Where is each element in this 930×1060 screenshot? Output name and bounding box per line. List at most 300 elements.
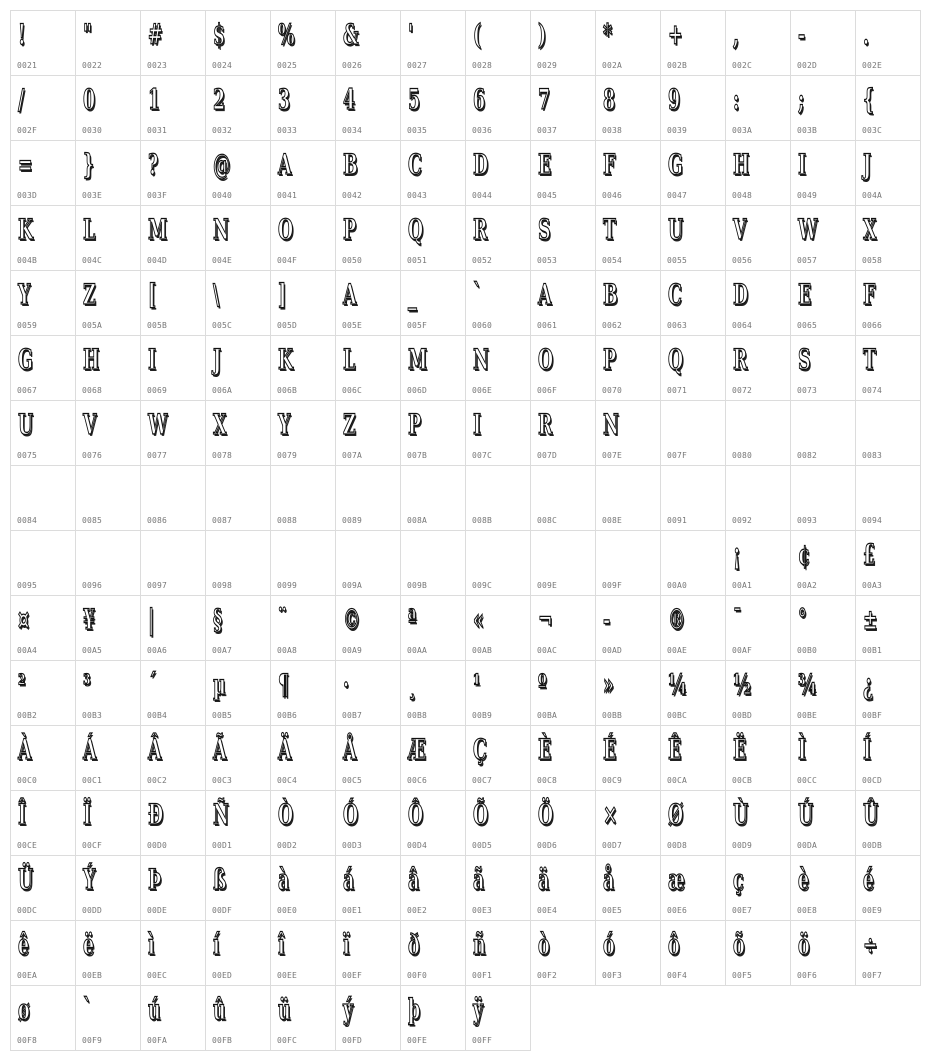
glyph-cell [595, 855, 661, 921]
glyph-cell [270, 595, 336, 661]
glyph-cell [855, 660, 921, 726]
glyph-cell [205, 75, 271, 141]
glyph-cell [790, 465, 856, 531]
glyph-preview: ï [343, 928, 350, 961]
glyph-preview: C [408, 148, 422, 181]
glyph-cell [725, 270, 791, 336]
glyph-codepoint-label: 00EA [17, 971, 38, 980]
glyph-codepoint-label: 00D9 [732, 841, 753, 850]
glyph-preview: S [798, 343, 811, 376]
glyph-preview: è [798, 863, 810, 896]
glyph-codepoint-label: 0067 [17, 386, 38, 395]
glyph-preview: £ [863, 538, 876, 571]
glyph-preview: Ù [733, 798, 749, 831]
glyph-codepoint-label: 00C2 [147, 776, 168, 785]
glyph-preview: â [408, 863, 420, 896]
glyph-preview: ê [18, 928, 30, 961]
glyph-cell [205, 400, 271, 466]
glyph-codepoint-label: 009E [537, 581, 558, 590]
glyph-preview: ñ [473, 928, 486, 961]
glyph-preview: Ø [668, 798, 684, 831]
glyph-cell [10, 10, 76, 76]
glyph-preview: á [343, 863, 355, 896]
glyph-cell [530, 140, 596, 206]
glyph-codepoint-label: 00A7 [212, 646, 233, 655]
glyph-cell [205, 10, 271, 76]
glyph-preview: © [343, 603, 361, 636]
glyph-cell [855, 205, 921, 271]
glyph-cell [465, 205, 531, 271]
glyph-cell [400, 140, 466, 206]
glyph-preview: Y [18, 278, 31, 311]
glyph-preview: 7 [538, 83, 551, 116]
glyph-cell [725, 140, 791, 206]
glyph-cell [465, 725, 531, 791]
glyph-preview: K [18, 213, 34, 246]
glyph-preview: ´ [148, 668, 157, 701]
glyph-cell [465, 660, 531, 726]
glyph-codepoint-label: 00CE [17, 841, 38, 850]
glyph-cell [75, 335, 141, 401]
glyph-preview: û [213, 993, 226, 1026]
glyph-codepoint-label: 0089 [342, 516, 363, 525]
glyph-codepoint-label: 00F8 [17, 1036, 38, 1045]
glyph-cell [75, 985, 141, 1051]
glyph-codepoint-label: 00C7 [472, 776, 493, 785]
glyph-cell [530, 920, 596, 986]
glyph-cell [400, 270, 466, 336]
glyph-cell [270, 140, 336, 206]
glyph-codepoint-label: 004D [147, 256, 168, 265]
glyph-codepoint-label: 006F [537, 386, 558, 395]
glyph-preview: È [538, 733, 552, 766]
glyph-codepoint-label: 0097 [147, 581, 168, 590]
glyph-codepoint-label: 007E [602, 451, 623, 460]
glyph-codepoint-label: 0096 [82, 581, 103, 590]
glyph-cell [855, 530, 921, 596]
glyph-cell [790, 205, 856, 271]
glyph-codepoint-label: 00A6 [147, 646, 168, 655]
glyph-codepoint-label: 00EE [277, 971, 298, 980]
glyph-cell [10, 725, 76, 791]
glyph-cell [10, 270, 76, 336]
glyph-cell [205, 335, 271, 401]
glyph-cell [335, 335, 401, 401]
glyph-cell [140, 855, 206, 921]
glyph-preview: î [278, 928, 285, 961]
glyph-cell [140, 920, 206, 986]
glyph-cell [335, 10, 401, 76]
glyph-preview: , [733, 18, 740, 51]
glyph-codepoint-label: 00D2 [277, 841, 298, 850]
glyph-cell [530, 855, 596, 921]
glyph-preview: À [18, 733, 32, 766]
glyph-preview: I [148, 343, 157, 376]
glyph-codepoint-label: 0093 [797, 516, 818, 525]
glyph-cell [660, 400, 726, 466]
glyph-preview: ¾ [798, 668, 817, 701]
glyph-codepoint-label: 00FB [212, 1036, 233, 1045]
glyph-codepoint-label: 00F3 [602, 971, 623, 980]
glyph-cell [270, 270, 336, 336]
glyph-preview: @ [213, 148, 231, 181]
glyph-cell [10, 530, 76, 596]
glyph-codepoint-label: 0077 [147, 451, 168, 460]
glyph-cell [75, 595, 141, 661]
glyph-preview: ¶ [278, 668, 290, 701]
glyph-cell [660, 75, 726, 141]
glyph-codepoint-label: 00A5 [82, 646, 103, 655]
glyph-codepoint-label: 0075 [17, 451, 38, 460]
glyph-codepoint-label: 003A [732, 126, 753, 135]
glyph-preview: ` [83, 993, 92, 1026]
glyph-codepoint-label: 0082 [797, 451, 818, 460]
glyph-cell [790, 855, 856, 921]
glyph-cell [465, 140, 531, 206]
glyph-cell [335, 660, 401, 726]
glyph-codepoint-label: 0027 [407, 61, 428, 70]
glyph-cell [75, 140, 141, 206]
glyph-codepoint-label: 00DA [797, 841, 818, 850]
glyph-cell [140, 270, 206, 336]
glyph-codepoint-label: 004B [17, 256, 38, 265]
glyph-cell [725, 465, 791, 531]
glyph-preview: ü [278, 993, 291, 1026]
glyph-codepoint-label: 0058 [862, 256, 883, 265]
glyph-codepoint-label: 0069 [147, 386, 168, 395]
glyph-preview: B [343, 148, 358, 181]
glyph-codepoint-label: 00DD [82, 906, 103, 915]
glyph-cell [75, 725, 141, 791]
glyph-preview: ° [798, 603, 807, 636]
glyph-preview: 6 [473, 83, 486, 116]
glyph-preview: H [83, 343, 100, 376]
glyph-preview: # [148, 18, 163, 51]
glyph-cell [400, 595, 466, 661]
glyph-cell [10, 465, 76, 531]
glyph-codepoint-label: 00DE [147, 906, 168, 915]
glyph-codepoint-label: 0049 [797, 191, 818, 200]
glyph-codepoint-label: 00F7 [862, 971, 883, 980]
glyph-cell [335, 270, 401, 336]
glyph-codepoint-label: 00A3 [862, 581, 883, 590]
glyph-codepoint-label: 00B4 [147, 711, 168, 720]
glyph-codepoint-label: 00B2 [17, 711, 38, 720]
glyph-codepoint-label: 00D7 [602, 841, 623, 850]
glyph-codepoint-label: 00D5 [472, 841, 493, 850]
glyph-preview: ô [668, 928, 680, 961]
glyph-cell [205, 790, 271, 856]
glyph-cell [75, 205, 141, 271]
glyph-preview: ö [798, 928, 810, 961]
glyph-codepoint-label: 004F [277, 256, 298, 265]
glyph-codepoint-label: 006D [407, 386, 428, 395]
glyph-codepoint-label: 0048 [732, 191, 753, 200]
glyph-codepoint-label: 00F6 [797, 971, 818, 980]
glyph-codepoint-label: 005D [277, 321, 298, 330]
glyph-preview: Ê [668, 733, 682, 766]
glyph-preview: Q [668, 343, 684, 376]
glyph-preview: ] [278, 278, 287, 311]
glyph-codepoint-label: 0059 [17, 321, 38, 330]
glyph-preview: Î [18, 798, 27, 831]
glyph-codepoint-label: 0095 [17, 581, 38, 590]
glyph-preview: ç [733, 863, 744, 896]
glyph-preview: Ç [473, 733, 487, 766]
glyph-preview: « [473, 603, 484, 636]
glyph-codepoint-label: 005A [82, 321, 103, 330]
glyph-codepoint-label: 00C8 [537, 776, 558, 785]
glyph-preview: ¡ [733, 538, 741, 571]
glyph-preview: Ô [408, 798, 424, 831]
glyph-codepoint-label: 00BC [667, 711, 688, 720]
glyph-preview: à [278, 863, 290, 896]
glyph-codepoint-label: 007B [407, 451, 428, 460]
glyph-preview: H [733, 148, 750, 181]
glyph-preview: } [83, 148, 95, 181]
glyph-preview: & [343, 18, 359, 51]
glyph-preview: ß [213, 863, 227, 896]
glyph-preview: Í [863, 733, 872, 766]
glyph-codepoint-label: 00D6 [537, 841, 558, 850]
glyph-codepoint-label: 0051 [407, 256, 428, 265]
glyph-codepoint-label: 0041 [277, 191, 298, 200]
glyph-preview: õ [733, 928, 745, 961]
glyph-codepoint-label: 00C9 [602, 776, 623, 785]
glyph-codepoint-label: 00AD [602, 646, 623, 655]
glyph-codepoint-label: 00DC [17, 906, 38, 915]
glyph-codepoint-label: 00CC [797, 776, 818, 785]
glyph-cell [595, 270, 661, 336]
glyph-cell [335, 465, 401, 531]
glyph-cell [270, 10, 336, 76]
glyph-preview: F [603, 148, 616, 181]
glyph-cell [660, 205, 726, 271]
glyph-preview: 4 [343, 83, 356, 116]
glyph-codepoint-label: 00DB [862, 841, 883, 850]
glyph-codepoint-label: 0099 [277, 581, 298, 590]
glyph-codepoint-label: 009A [342, 581, 363, 590]
glyph-cell [465, 465, 531, 531]
glyph-preview: » [603, 668, 614, 701]
glyph-codepoint-label: 0079 [277, 451, 298, 460]
glyph-codepoint-label: 0040 [212, 191, 233, 200]
glyph-cell [75, 400, 141, 466]
glyph-preview: U [668, 213, 684, 246]
glyph-codepoint-label: 0053 [537, 256, 558, 265]
glyph-cell [10, 75, 76, 141]
glyph-codepoint-label: 00ED [212, 971, 233, 980]
glyph-preview: ¥ [83, 603, 96, 636]
glyph-cell [725, 75, 791, 141]
glyph-codepoint-label: 00AB [472, 646, 493, 655]
glyph-preview: ä [538, 863, 550, 896]
glyph-cell [660, 335, 726, 401]
glyph-codepoint-label: 0021 [17, 61, 38, 70]
glyph-cell [595, 790, 661, 856]
glyph-cell [465, 595, 531, 661]
glyph-cell [465, 920, 531, 986]
glyph-cell [10, 140, 76, 206]
glyph-cell [465, 985, 531, 1051]
glyph-preview: " [83, 18, 93, 51]
glyph-cell [270, 465, 336, 531]
glyph-cell [660, 270, 726, 336]
glyph-cell [530, 595, 596, 661]
glyph-cell [205, 205, 271, 271]
glyph-cell [595, 465, 661, 531]
glyph-preview: I [473, 408, 482, 441]
glyph-codepoint-label: 00B6 [277, 711, 298, 720]
glyph-preview: ± [863, 603, 878, 636]
glyph-codepoint-label: 00B8 [407, 711, 428, 720]
glyph-preview: O [538, 343, 554, 376]
glyph-codepoint-label: 006B [277, 386, 298, 395]
glyph-cell [725, 400, 791, 466]
glyph-codepoint-label: 0057 [797, 256, 818, 265]
glyph-codepoint-label: 00E8 [797, 906, 818, 915]
glyph-cell [270, 660, 336, 726]
glyph-preview: 1 [148, 83, 161, 116]
glyph-codepoint-label: 00AC [537, 646, 558, 655]
glyph-preview: Ü [18, 863, 34, 896]
glyph-codepoint-label: 00E6 [667, 906, 688, 915]
glyph-cell [400, 465, 466, 531]
glyph-preview: ð [408, 928, 420, 961]
glyph-cell [140, 530, 206, 596]
glyph-preview: § [213, 603, 223, 636]
glyph-preview: . [863, 18, 870, 51]
glyph-preview: ) [538, 18, 547, 51]
glyph-codepoint-label: 0065 [797, 321, 818, 330]
glyph-codepoint-label: 0083 [862, 451, 883, 460]
glyph-preview: 9 [668, 83, 681, 116]
glyph-preview: - [603, 603, 611, 636]
glyph-preview: æ [668, 863, 685, 896]
glyph-cell [465, 855, 531, 921]
glyph-codepoint-label: 0087 [212, 516, 233, 525]
glyph-preview: å [603, 863, 615, 896]
glyph-codepoint-label: 0074 [862, 386, 883, 395]
glyph-codepoint-label: 00F0 [407, 971, 428, 980]
glyph-codepoint-label: 00CD [862, 776, 883, 785]
glyph-preview: K [278, 343, 294, 376]
glyph-cell [10, 400, 76, 466]
glyph-cell [335, 140, 401, 206]
glyph-codepoint-label: 0084 [17, 516, 38, 525]
glyph-cell [530, 790, 596, 856]
glyph-codepoint-label: 0033 [277, 126, 298, 135]
glyph-cell [140, 400, 206, 466]
glyph-cell [790, 660, 856, 726]
glyph-codepoint-label: 00BB [602, 711, 623, 720]
glyph-cell [400, 10, 466, 76]
glyph-cell [140, 465, 206, 531]
glyph-cell [855, 335, 921, 401]
glyph-codepoint-label: 006C [342, 386, 363, 395]
glyph-codepoint-label: 00EC [147, 971, 168, 980]
glyph-preview: ¬ [538, 603, 553, 636]
glyph-cell [530, 10, 596, 76]
glyph-preview: A [343, 278, 357, 311]
glyph-cell [400, 75, 466, 141]
glyph-cell [465, 75, 531, 141]
glyph-codepoint-label: 0037 [537, 126, 558, 135]
glyph-cell [855, 270, 921, 336]
glyph-preview: Û [863, 798, 879, 831]
glyph-preview: E [538, 148, 552, 181]
glyph-codepoint-label: 0072 [732, 386, 753, 395]
glyph-preview: $ [213, 18, 226, 51]
glyph-cell [400, 920, 466, 986]
glyph-preview: º [538, 668, 547, 701]
glyph-cell [790, 790, 856, 856]
glyph-preview: Á [83, 733, 97, 766]
glyph-cell [725, 660, 791, 726]
glyph-preview: Ë [733, 733, 747, 766]
glyph-cell [140, 725, 206, 791]
glyph-preview: P [408, 408, 422, 441]
glyph-codepoint-label: 0052 [472, 256, 493, 265]
glyph-cell [335, 985, 401, 1051]
glyph-preview: M [408, 343, 428, 376]
glyph-preview: 8 [603, 83, 616, 116]
glyph-codepoint-label: 0024 [212, 61, 233, 70]
glyph-preview: ¹ [473, 668, 481, 701]
glyph-codepoint-label: 0022 [82, 61, 103, 70]
glyph-codepoint-label: 009F [602, 581, 623, 590]
glyph-preview: R [733, 343, 748, 376]
glyph-codepoint-label: 003E [82, 191, 103, 200]
glyph-codepoint-label: 007C [472, 451, 493, 460]
glyph-cell [270, 400, 336, 466]
glyph-preview: Z [83, 278, 96, 311]
glyph-codepoint-label: 0091 [667, 516, 688, 525]
glyph-codepoint-label: 0056 [732, 256, 753, 265]
glyph-cell [75, 75, 141, 141]
glyph-codepoint-label: 00E4 [537, 906, 558, 915]
glyph-preview: ã [473, 863, 485, 896]
glyph-cell [400, 790, 466, 856]
glyph-cell [400, 400, 466, 466]
glyph-cell [855, 10, 921, 76]
glyph-cell [530, 75, 596, 141]
glyph-preview: Æ [408, 733, 426, 766]
glyph-codepoint-label: 00FF [472, 1036, 493, 1045]
glyph-codepoint-label: 00AF [732, 646, 753, 655]
glyph-preview: V [733, 213, 747, 246]
glyph-cell [725, 595, 791, 661]
glyph-codepoint-label: 004E [212, 256, 233, 265]
glyph-codepoint-label: 002A [602, 61, 623, 70]
glyph-preview: * [603, 18, 613, 51]
glyph-preview: T [603, 213, 616, 246]
glyph-preview: ÷ [863, 928, 878, 961]
glyph-cell [140, 790, 206, 856]
glyph-cell [660, 660, 726, 726]
glyph-codepoint-label: 00A9 [342, 646, 363, 655]
glyph-codepoint-label: 00E9 [862, 906, 883, 915]
glyph-codepoint-label: 008A [407, 516, 428, 525]
glyph-cell [205, 920, 271, 986]
glyph-cell [75, 530, 141, 596]
glyph-preview: · [343, 668, 350, 701]
glyph-cell [140, 205, 206, 271]
glyph-preview: : [733, 83, 740, 116]
glyph-cell [270, 75, 336, 141]
glyph-cell [530, 205, 596, 271]
glyph-codepoint-label: 0046 [602, 191, 623, 200]
